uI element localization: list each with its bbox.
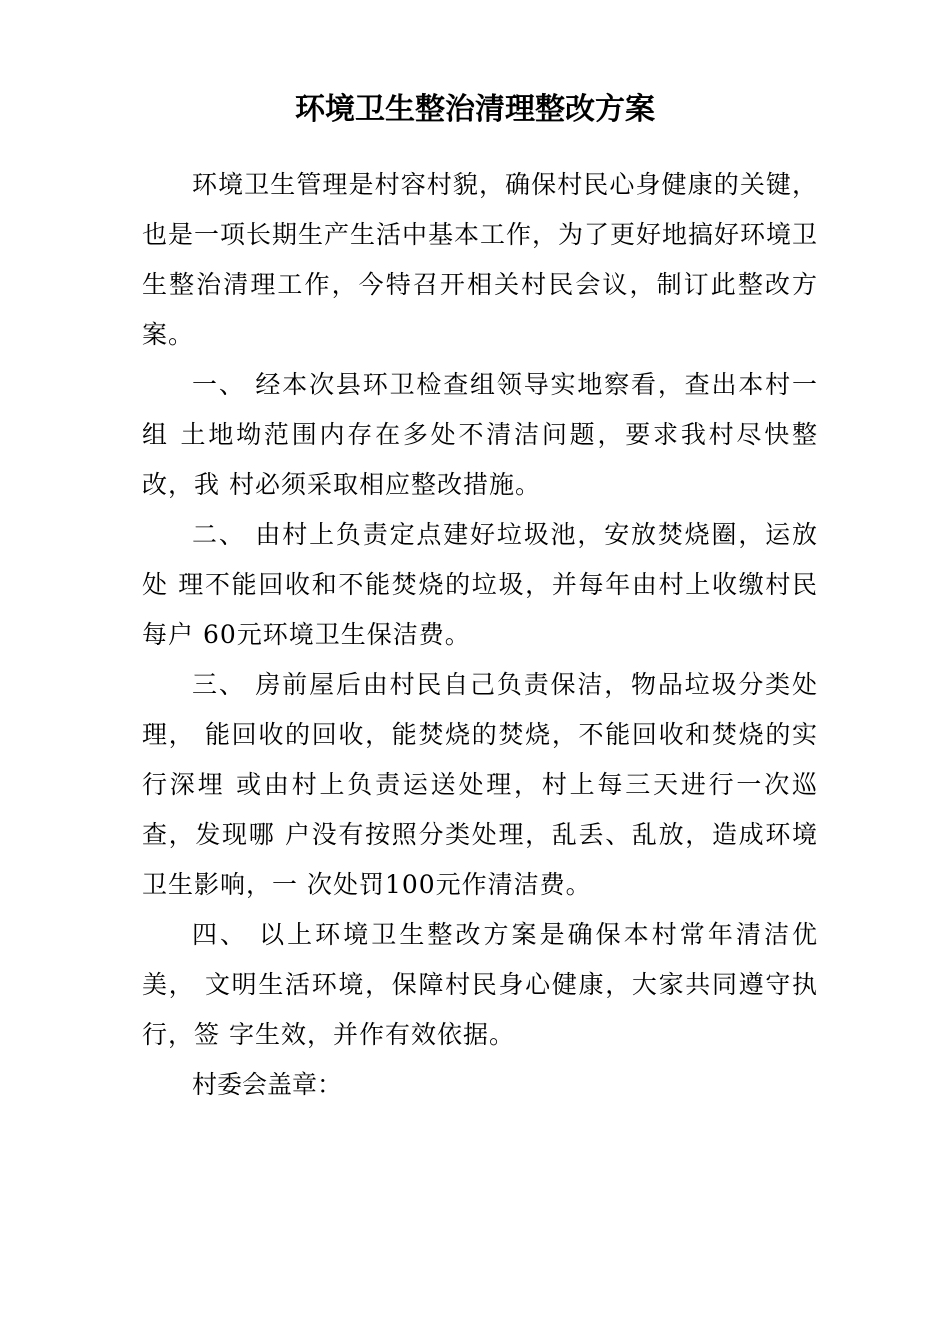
paragraph-item-4: 四、 以上环境卫生整改方案是确保本村常年清洁优美， 文明生活环境，保障村民身心健康，大家共同遵守执行，签 字生效，并作有效依据。 — [142, 920, 818, 1049]
paragraph-intro: 环境卫生管理是村容村貌，确保村民心身健康的关键，也是一项长期生产生活中基本工作，为了更好地搞好环境卫生整治清理工作，今特召开相关村民会议，制订此整改方案。 — [142, 170, 819, 349]
seal-label: 村委会盖章： — [192, 1070, 343, 1099]
paragraph-item-3: 三、 房前屋后由村民自己负责保洁，物品垃圾分类处理， 能回收的回收，能焚烧的焚烧，不能回收和焚烧的实行深埋 或由村上负责运送处理，村上每三天进行一次巡查，发现哪 户没有按照分类处理，乱丢、乱放，造成环境卫生影响，一 次处罚100元作清洁费。 — [142, 670, 818, 899]
paragraph-item-2: 二、 由村上负责定点建好垃圾池，安放焚烧圈，运放处 理不能回收和不能焚烧的垃圾，并每年由村上收缴村民每户 60元环境卫生保洁费。 — [142, 520, 818, 649]
paragraph-item-1: 一、 经本次县环卫检查组领导实地察看，查出本村一组 土地坳范围内存在多处不清洁问题，要求我村尽快整改，我 村必须采取相应整改措施。 — [142, 370, 818, 499]
document-body — [142, 160, 818, 1110]
document-title: 环境卫生整治清理整改方案 — [295, 92, 655, 127]
